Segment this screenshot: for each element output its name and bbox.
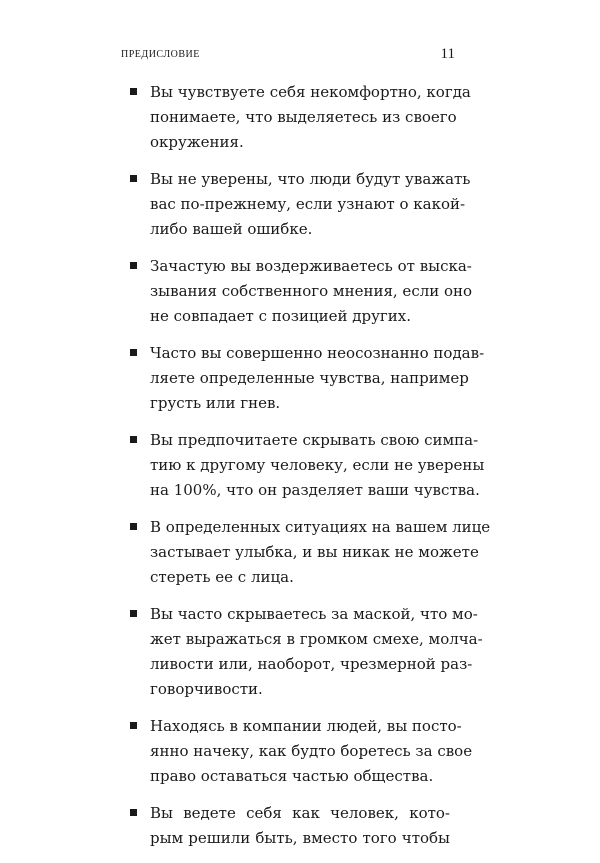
bullet-square-icon: [130, 523, 137, 530]
page-header: [121, 46, 455, 66]
list-item: [150, 714, 473, 789]
list-item: [150, 515, 491, 590]
text-line: Вы часто скрываетесь за маской, что мо-: [150, 605, 478, 623]
text-line: В определенных ситуациях на вашем лице: [150, 518, 491, 536]
bullet-square-icon: [130, 722, 137, 729]
bullet-square-icon: [130, 349, 137, 356]
text-line: на 100%, что он разделяет ваши чувства.: [150, 481, 480, 499]
text-line: Зачастую вы воздерживаетесь от выска-: [150, 257, 472, 275]
text-line: янно начеку, как будто боретесь за свое: [150, 742, 473, 760]
text-line: тию к другому человеку, если не уверены: [150, 456, 485, 474]
list-item: [150, 254, 473, 329]
text-line: ливости или, наоборот, чрезмерной раз-: [150, 655, 473, 673]
text-line: либо вашей ошибке.: [150, 220, 313, 238]
bullet-square-icon: [130, 610, 137, 617]
list-item: [150, 428, 485, 503]
page-number: 11: [440, 46, 455, 62]
text-line: грусть или гнев.: [150, 394, 281, 412]
text-line: зывания собственного мнения, если оно: [150, 282, 473, 300]
bullet-square-icon: [130, 175, 137, 182]
list-item: [150, 801, 450, 851]
list-item: [150, 341, 485, 416]
text-line: рым решили быть, вместо того чтобы: [150, 829, 450, 847]
text-line: застывает улыбка, и вы никак не можете: [150, 543, 479, 561]
text-line: стереть ее с лица.: [150, 568, 294, 586]
text-line: Вы предпочитаете скрывать свою симпа-: [150, 431, 479, 449]
list-item: [150, 602, 483, 702]
bullet-list: [150, 80, 491, 863]
text-line: Находясь в компании людей, вы посто-: [150, 717, 462, 735]
text-line: Вы не уверены, что люди будут уважать: [150, 170, 471, 188]
text-line: Часто вы совершенно неосознанно подав-: [150, 344, 485, 362]
bullet-square-icon: [130, 809, 137, 816]
bullet-square-icon: [130, 262, 137, 269]
text-line: Вы чувствуете себя некомфортно, когда: [150, 83, 471, 101]
text-line: окружения.: [150, 133, 244, 151]
bullet-square-icon: [130, 436, 137, 443]
text-line: говорчивости.: [150, 680, 263, 698]
text-line: Вы ведете себя как человек, кото-: [150, 804, 450, 822]
running-head: ПРЕДИСЛОВИЕ: [121, 49, 200, 60]
text-line: не совпадает с позицией других.: [150, 307, 411, 325]
list-item: [150, 80, 471, 155]
text-line: право оставаться частью общества.: [150, 767, 434, 785]
text-line: ляете определенные чувства, например: [150, 369, 469, 387]
bullet-square-icon: [130, 88, 137, 95]
text-line: вас по-прежнему, если узнают о какой-: [150, 195, 466, 213]
text-line: жет выражаться в громком смехе, молча-: [150, 630, 483, 648]
list-item: [150, 167, 471, 242]
text-line: понимаете, что выделяетесь из своего: [150, 108, 457, 126]
